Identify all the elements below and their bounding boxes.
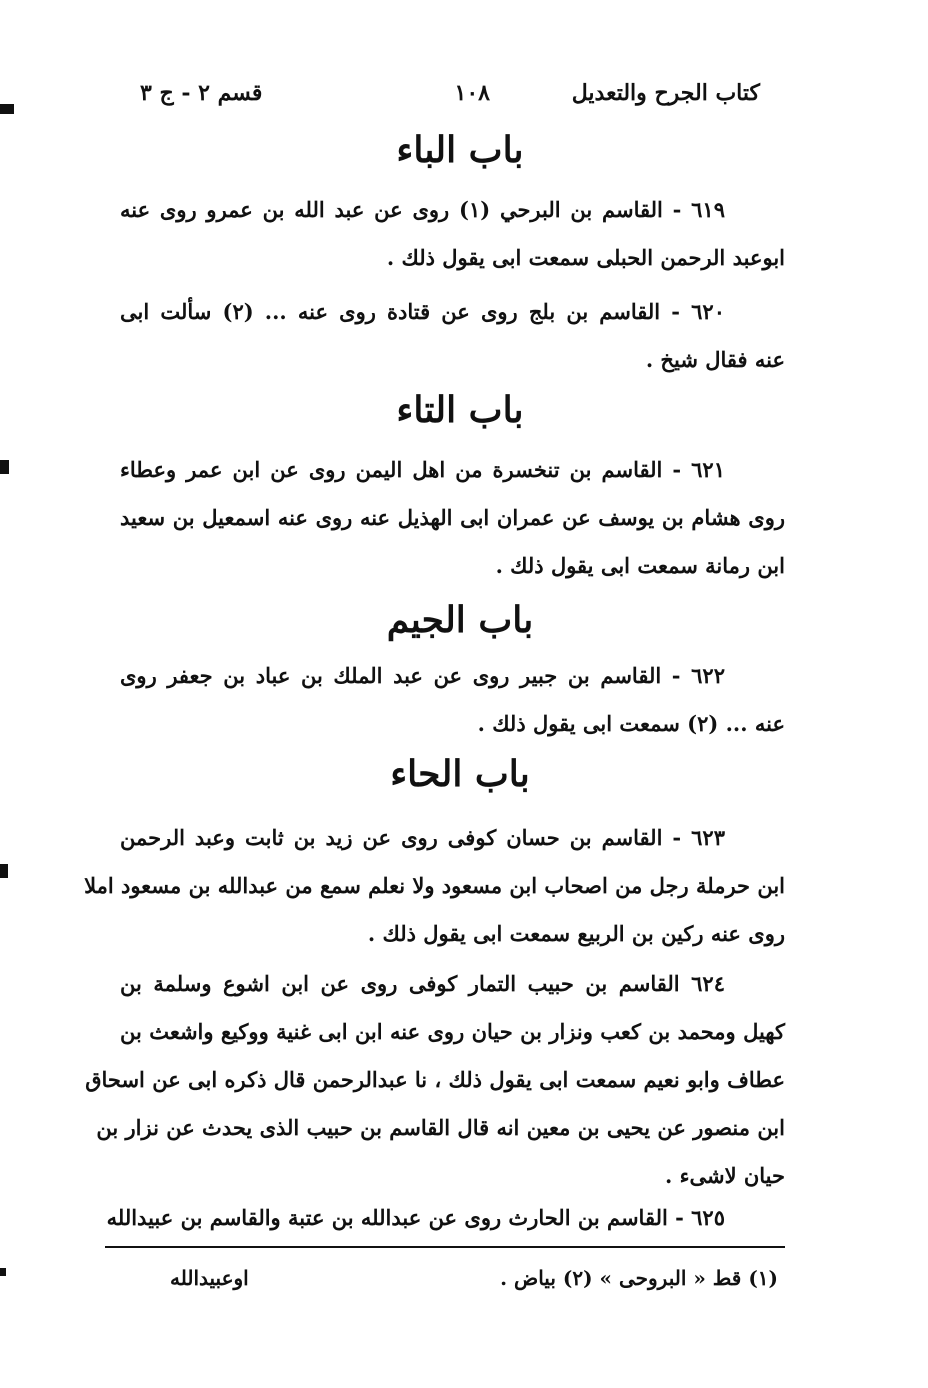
section-heading: باب الجيم bbox=[386, 599, 534, 641]
entry-line: روى هشام بن يوسف عن عمران ابى الهذيل عنه روى عنه اسمعيل بن سعيد bbox=[120, 505, 785, 530]
section-heading: باب التاء bbox=[396, 389, 524, 431]
page-header bbox=[140, 80, 760, 120]
entry-line: ٦٢٣ - القاسم بن حسان كوفى روى عن زيد بن ثابت وعبد الرحمن bbox=[120, 825, 725, 850]
scan-mark bbox=[0, 864, 8, 878]
page-number: ١٠٨ bbox=[454, 80, 490, 106]
entry-625 bbox=[106, 1194, 785, 1242]
entry-line: ٦٢٤ القاسم بن حبيب التمار كوفى روى عن ابن اشوع وسلمة بن bbox=[120, 971, 725, 996]
entry-line: ٦٢٥ - القاسم بن الحارث روى عن عبدالله بن عتبة والقاسم بن عبيدالله bbox=[106, 1205, 725, 1230]
book-title: كتاب الجرح والتعديل bbox=[571, 80, 760, 106]
catchword: اوعبيدالله bbox=[170, 1266, 249, 1290]
volume-label: قسم ٢ - ج ٣ bbox=[140, 80, 263, 106]
entry-619 bbox=[120, 186, 785, 282]
entry-line: ٦٢٢ - القاسم بن جبير روى عن عبد الملك بن عباد بن جعفر روى bbox=[120, 663, 725, 688]
entry-line: ابن حرملة رجل من اصحاب ابن مسعود ولا نعلم سمع من عبدالله بن مسعود املا bbox=[84, 873, 785, 898]
entry-line: حيان لاشىء . bbox=[664, 1163, 785, 1188]
entry-621 bbox=[120, 446, 785, 590]
footnotes: (١) قط « البروحى » (٢) بياض . bbox=[500, 1266, 778, 1290]
scan-mark bbox=[0, 460, 9, 474]
entry-line: عنه ... (٢) سمعت ابى يقول ذلك . bbox=[477, 711, 785, 736]
entry-line: عنه فقال شيخ . bbox=[645, 347, 785, 372]
entry-624 bbox=[85, 960, 785, 1200]
entry-line: ٦١٩ - القاسم بن البرحي (١) روى عن عبد الله بن عمرو روى عنه bbox=[120, 197, 725, 222]
entry-line: ٦٢١ - القاسم بن تنخسرة من اهل اليمن روى عن ابن عمر وعطاء bbox=[120, 457, 725, 482]
entry-line: ٦٢٠ - القاسم بن بلج روى عن قتادة روى عنه ... (٢) سألت ابى bbox=[120, 299, 725, 324]
entry-622 bbox=[120, 652, 785, 748]
scan-mark bbox=[0, 1268, 6, 1276]
entry-620 bbox=[120, 288, 785, 384]
section-heading: باب الباء bbox=[396, 129, 524, 171]
entry-line: عطاف وابو نعيم سمعت ابى يقول ذلك ، نا عبدالرحمن قال ذكره ابى عن اسحاق bbox=[85, 1067, 785, 1092]
entry-line: روى عنه ركين بن الربيع سمعت ابى يقول ذلك . bbox=[367, 921, 785, 946]
entry-line: ابن منصور عن يحيى بن معين انه قال القاسم بن حبيب الذى يحدث عن نزار بن bbox=[96, 1115, 785, 1140]
footnote-divider bbox=[105, 1246, 785, 1248]
entry-line: كهيل ومحمد بن كعب ونزار بن حيان روى عنه ابن ابى غنية ووكيع واشعث بن bbox=[120, 1019, 785, 1044]
section-heading: باب الحاء bbox=[390, 753, 530, 795]
scan-mark bbox=[0, 104, 14, 114]
entry-line: ابوعبد الرحمن الحبلى سمعت ابى يقول ذلك . bbox=[386, 245, 785, 270]
entry-623 bbox=[84, 814, 785, 958]
entry-line: ابن رمانة سمعت ابى يقول ذلك . bbox=[495, 553, 785, 578]
